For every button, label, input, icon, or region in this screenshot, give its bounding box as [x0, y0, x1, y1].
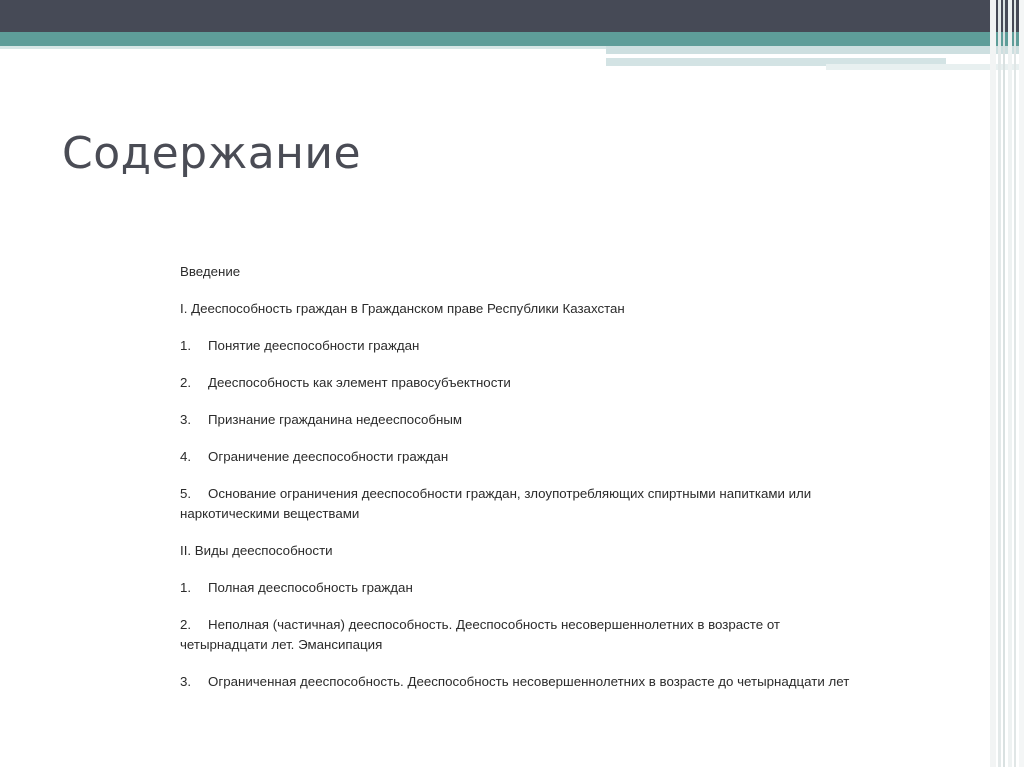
toc-item [180, 484, 860, 524]
toc-item-text: Дееспособность как элемент правосубъектности [208, 375, 511, 390]
right-edge-stripes [990, 0, 1024, 767]
toc-item-number: 1. [180, 580, 192, 595]
toc-item-number: 4. [180, 449, 192, 464]
toc-item [180, 410, 860, 430]
toc-item-text: Основание ограничения дееспособности граждан, злоупотребляющих спиртными напитками или наркотическими веществами [180, 486, 812, 521]
toc-item [180, 262, 860, 282]
toc-item-text: Признание гражданина недееспособным [208, 412, 463, 427]
header-stripe [0, 46, 608, 49]
toc-item-number: 3. [180, 674, 192, 689]
toc-item-number: 3. [180, 412, 192, 427]
header-band-dark [0, 0, 1024, 32]
toc-item [180, 615, 860, 655]
toc-item-text: Неполная (частичная) дееспособность. Дееспособность несовершеннолетних в возрасте от четырнадцати лет. Эмансипация [180, 617, 781, 652]
toc-item-text: Введение [180, 264, 241, 279]
toc-item-text: Понятие дееспособности граждан [208, 338, 420, 353]
header-stripe [606, 46, 1024, 54]
toc-item [180, 299, 860, 319]
table-of-contents [180, 262, 860, 709]
toc-item-number: 2. [180, 617, 192, 632]
toc-item-number: 5. [180, 486, 192, 501]
toc-item [180, 373, 860, 393]
toc-item [180, 672, 860, 692]
toc-item-text: I. Дееспособность граждан в Гражданском праве Республики Казахстан [180, 301, 625, 316]
toc-item-text: Ограниченная дееспособность. Дееспособность несовершеннолетних в возрасте до четырнадцати лет [208, 674, 850, 689]
toc-item-number: 2. [180, 375, 192, 390]
header-band-teal [0, 32, 1024, 46]
toc-item [180, 336, 860, 356]
toc-item [180, 578, 860, 598]
toc-item-number: 1. [180, 338, 192, 353]
toc-item [180, 541, 860, 561]
slide-title: Содержание [62, 128, 362, 179]
toc-item [180, 447, 860, 467]
toc-item-text: Полная дееспособность граждан [208, 580, 413, 595]
toc-item-text: II. Виды дееспособности [180, 543, 333, 558]
toc-item-text: Ограничение дееспособности граждан [208, 449, 449, 464]
